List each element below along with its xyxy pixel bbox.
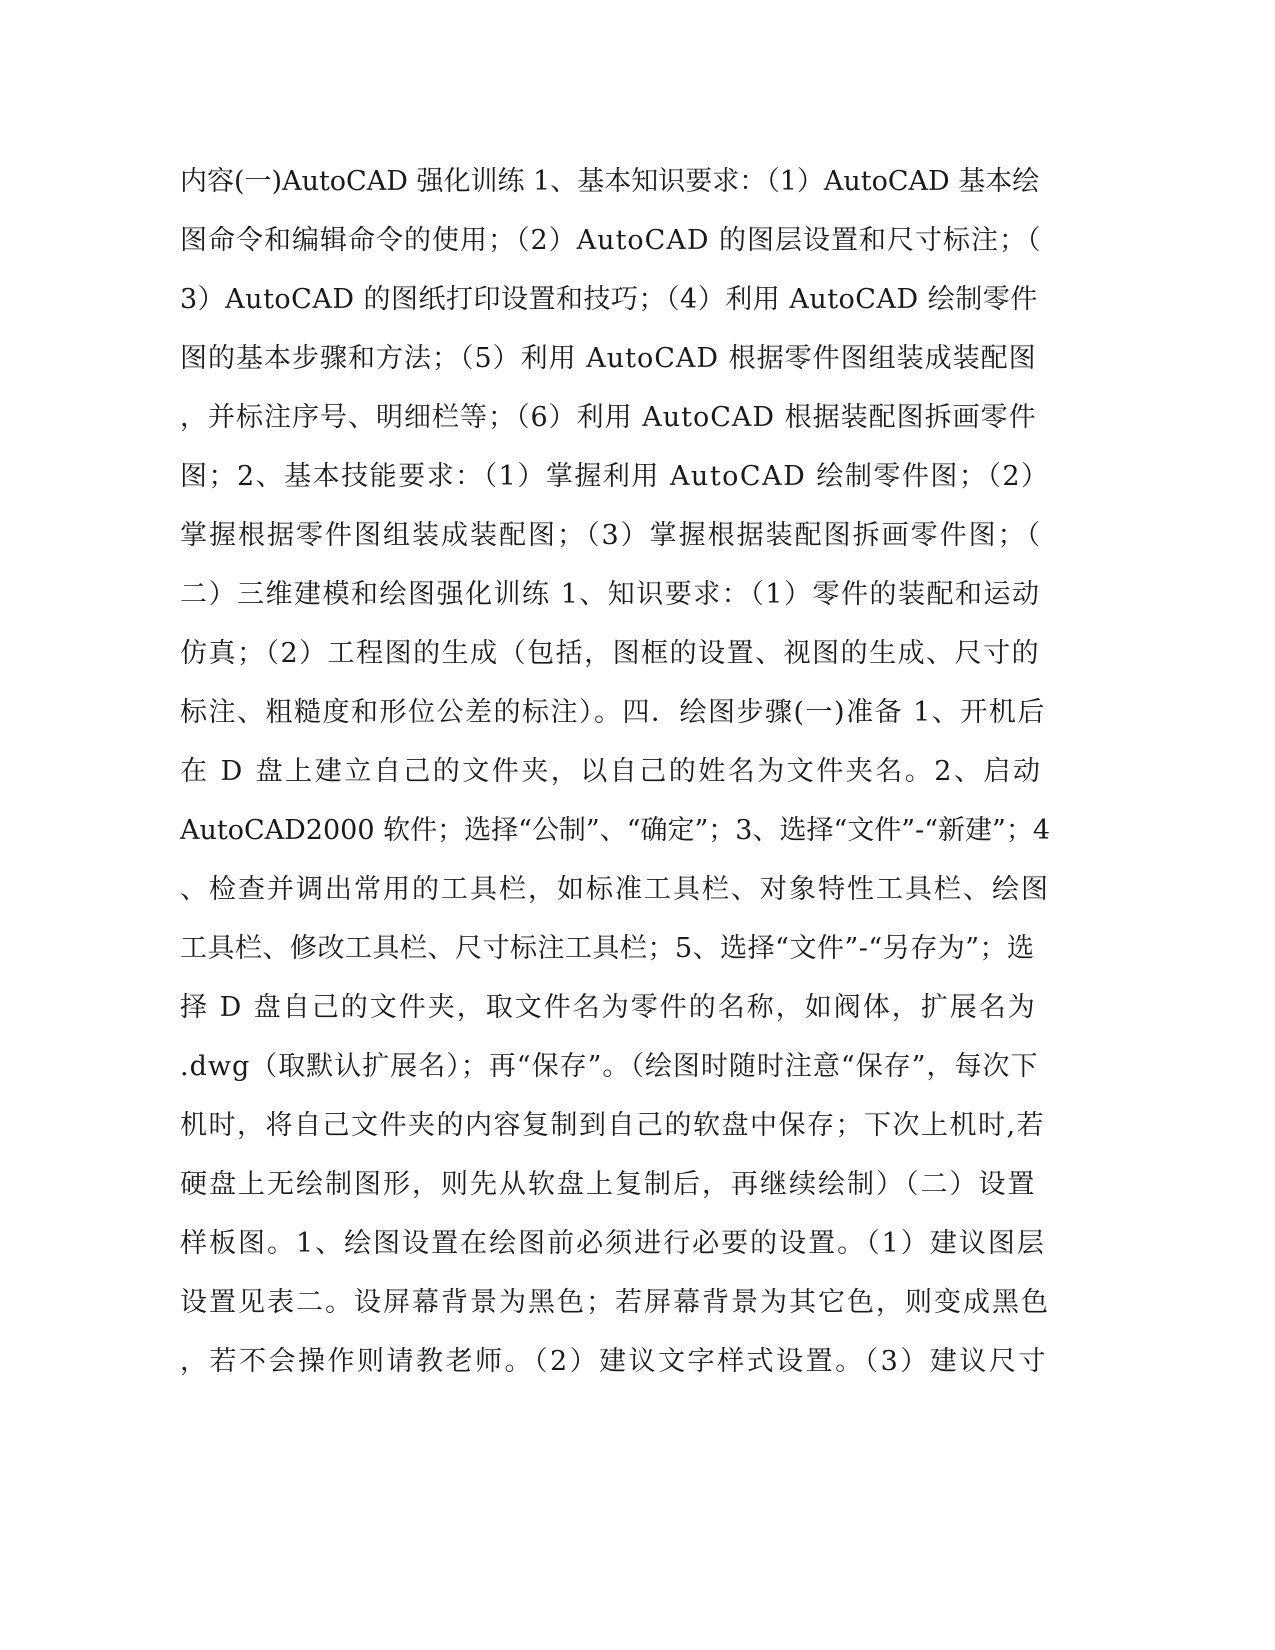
text-line: 硬盘上无绘制图形，则先从软盘上复制后，再继续绘制）（二）设置	[180, 1169, 1037, 1200]
text-line: 二）三维建模和绘图强化训练 1、知识要求：（1）零件的装配和运动	[180, 579, 1041, 610]
text-line: 在 D 盘上建立自己的文件夹，以自己的姓名为文件夹名。2、启动	[180, 756, 1043, 787]
text-line: ，并标注序号、明细栏等；（6）利用 AutoCAD 根据装配图拆画零件	[180, 402, 1037, 433]
body-text	[180, 152, 1050, 1391]
text-line: AutoCAD2000 软件；选择“公制”、“确定”；3、选择“文件”-“新建”；4	[180, 815, 1050, 846]
text-line: 图；2、基本技能要求：（1）掌握利用 AutoCAD 绘制零件图；（2）	[180, 461, 1050, 492]
text-line: 设置见表二。设屏幕背景为黑色；若屏幕背景为其它色，则变成黑色	[180, 1287, 1050, 1318]
text-line: ，若不会操作则请教老师。（2）建议文字样式设置。（3）建议尺寸	[180, 1346, 1048, 1377]
text-line: 、检查并调出常用的工具栏，如标准工具栏、对象特性工具栏、绘图	[180, 874, 1050, 905]
text-line: 掌握根据零件图组装成装配图；（3）掌握根据装配图拆画零件图；（	[180, 520, 1043, 551]
text-line: 工具栏、修改工具栏、尺寸标注工具栏；5、选择“文件”-“另存为”；选	[180, 933, 1035, 964]
text-line: 内容(一)AutoCAD 强化训练 1、基本知识要求：（1）AutoCAD 基本绘	[180, 166, 1040, 197]
text-line: 图命令和编辑命令的使用；（2）AutoCAD 的图层设置和尺寸标注；（	[180, 225, 1042, 256]
text-line: 样板图。1、绘图设置在绘图前必须进行必要的设置。（1）建议图层	[180, 1228, 1046, 1259]
text-line: 图的基本步骤和方法；（5）利用 AutoCAD 根据零件图组装成装配图	[180, 343, 1037, 374]
text-line: .dwg（取默认扩展名）；再“保存”。（绘图时随时注意“保存”，每次下	[180, 1051, 1039, 1082]
text-line: 择 D 盘自己的文件夹，取文件名为零件的名称，如阀体，扩展名为	[180, 992, 1037, 1023]
text-line: 机时，将自己文件夹的内容复制到自己的软盘中保存；下次上机时,若	[180, 1110, 1046, 1141]
text-line: 3）AutoCAD 的图纸打印设置和技巧；（4）利用 AutoCAD 绘制零件	[180, 284, 1038, 315]
text-line: 仿真；（2）工程图的生成（包括，图框的设置、视图的生成、尺寸的	[180, 638, 1041, 669]
text-line: 标注、粗糙度和形位公差的标注）。四．绘图步骤(一)准备 1、开机后	[180, 697, 1046, 728]
